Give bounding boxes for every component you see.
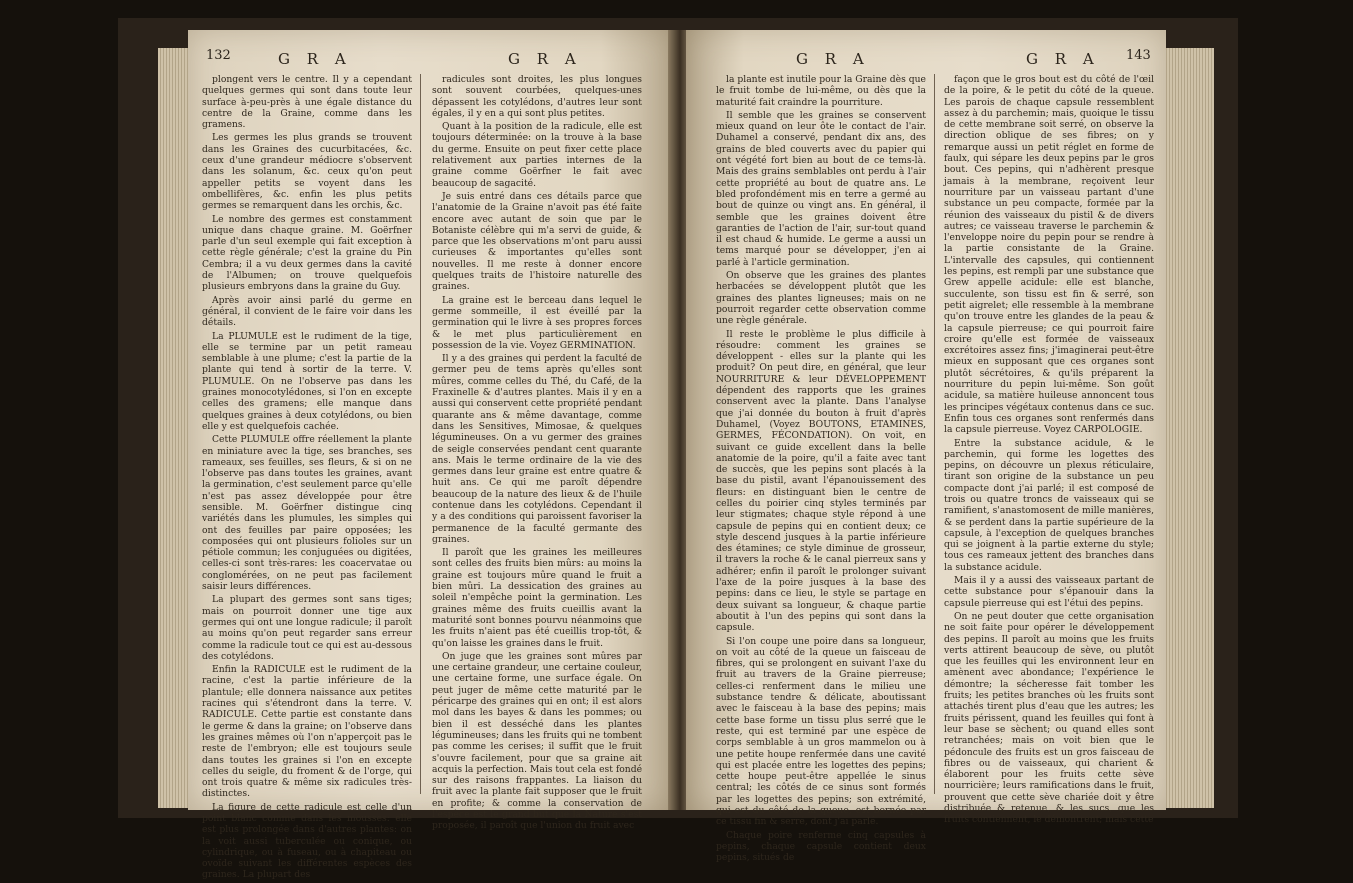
right-page — [686, 30, 1166, 864]
paragraph: plongent vers le centre. Il y a cependant quelques germes qui sont dans toute leur surface à-peu-près à une égale distance du centre de la Graine, comme dans les gramens. — [202, 74, 412, 131]
paragraph: la plante est inutile pour la Graine dès que le fruit tombe de lui-même, ou dès que la maturité fait craindre la pourriture. — [716, 74, 926, 108]
paragraph: La plupart des germes sont sans tiges; mais on pourroit donner une tige aux germes qui ont une longue radicule; il paroît au moins qu'on peut regarder sans erreur comme la radicule tout ce qui est au-dessous des cotylédons. — [202, 594, 412, 662]
paragraph: Il y a des graines qui perdent la faculté de germer peu de tems après qu'elles sont mûres, comme celles du Thé, du Café, de la Fraxinelle & d'autres plantes. Mais il y en a aussi qui conservent cette propriété pendant quarante ans & même davantage, comme dans les Sensitives, Mimosae, & quelques légumineuses. On a vu germer des graines de seigle conservées pendant cent quarante ans. Mais le terme ordinaire de la vie des germes dans leur graine est entre quatre & huit ans. Ce qui me paroît dépendre beaucoup de la nature des lieux & de l'huile contenue dans les cotylédons. Cependant il y a des conditions qui paroissent favoriser la permanence de la faculté germante des graines. — [432, 353, 642, 545]
paragraph: Enfin la RADICULE est le rudiment de la racine, c'est la partie inférieure de la plantule; elle donnera naissance aux petites racines qui s'étendront dans la terre. V. RADICULE. Cette partie est constante dans le germe & dans la graine; on l'observe dans les graines mêmes où l'on n'apperçoit pas le reste de l'embryon; elle est toujours seule dans toutes les graines si l'on en excepte celles du seigle, du froment & de l'orge, qui ont trois quatre & même six radicules très-distinctes. — [202, 664, 412, 800]
paragraph: radicules sont droites, les plus longues sont souvent courbées, quelques-unes dépassent les cotylédons, d'autres leur sont égales, il y en a qui sont plus petites. — [432, 74, 642, 119]
left-page — [188, 30, 674, 881]
text-column — [202, 74, 412, 883]
text-column — [944, 74, 1154, 828]
paragraph: La graine est le berceau dans lequel le germe sommeille, il est éveillé par la germination qui le livre à ses propres forces & le met plus particulièrement en possession de la vie. Voyez GERMINATION. — [432, 294, 642, 351]
paragraph: On observe que les graines des plantes herbacées se développent plutôt que les graines des plantes ligneuses; mais on ne pourroit regarder cette observation comme une règle générale. — [716, 270, 926, 327]
paragraph: façon que le gros bout est du côté de l'œil de la poire, & le petit du côté de la queue. Les parois de chaque capsule ressemblent assez à du parchemin; mais, quoique le tissu de cette membrane soit serré, on observe la direction oblique de ses fibres; on y remarque aussi un petit réglet en forme de faulx, qui sépare les deux pepins par le gros bout. Ces pepins, qui n'adhèrent presque jamais à la membrane, reçoivent leur nourriture par un vaisseau partant d'une substance un peu compacte, formée par la réunion des vaisseaux du pistil & de divers autres; ce vaisseau traverse le parchemin & l'enveloppe noire du pepin pour se rendre à la partie consistante de la Graine. L'intervalle des capsules, qui contiennent les pepins, est rempli par une substance que Grew appelle acidule: elle est blanche, succulente, son tissu est fin & serré, son petit aigrelet; elle ressemble à la membrane qu'on trouve entre les glandes de la peau & la capsule pierreuse; ce qui pourroit faire croire qu'elle est formée de vaisseaux excrétoires assez fins; j'imaginerai peut-être mieux en supposant que ces organes sont plutôt sécrétoires, & qu'ils préparent la nourriture du pepin lui-même. Son goût acidule, sa matière huileuse annoncent tous les principes végétaux contenus dans ce suc. Enfin tous ces organes sont renfermés dans la capsule pierreuse. Voyez CARPOLOGIE. — [944, 74, 1154, 436]
running-head: G R A — [796, 50, 870, 68]
running-head: G R A — [508, 50, 582, 68]
paragraph: On ne peut douter que cette organisation ne soit faite pour opérer le développement des pepins. Il paroît au moins que les fruits verts attirent beaucoup de sève, ou plutôt que les feuilles qui les environnent leur en amènent avec abondance; l'expérience le démontre; la sécheresse fait tomber les fruits; les petites branches où les fruits sont attachés tirent plus d'eau que les autres; les fruits périssent, quand les feuilles qui font à leur base se sèchent; ou quand elles sont retranchées; mais on voit bien que le pédoncule des fruits est un gros faisceau de fibres ou de vaisseaux, qui charient & élaborent pour les fruits cette sève nourricière; leurs ramifications dans le fruit, prouvent que cette sève chariée doit y être distribuée & retenue, & les sucs, que les fruits contiennent, le démontrent; mais cette — [944, 610, 1154, 826]
paragraph: Il paroît que les graines les meilleures sont celles des fruits bien mûrs: au moins la graine est toujours mûre quand le fruit a bien mûri. La dessication des graines au soleil n'empêche point la germination. Les graines même des fruits cueillis avant la maturité sont bonnes pourvu néanmoins que les fruits n'aient pas été cueillis trop-tôt, & qu'on laisse les graines dans le fruit. — [432, 547, 642, 649]
page-edges-left — [158, 48, 190, 808]
paragraph: Le nombre des germes est constamment unique dans chaque graine. M. Goërfner parle d'un seul exemple qui fait exception à cette règle générale; c'est la graine du Pin Cembra; il a vu deux germes dans la cavité de l'Albumen; on trouve quelquefois plusieurs embryons dans la graine du Guy. — [202, 213, 412, 293]
book-spread — [118, 18, 1238, 881]
paragraph: Après avoir ainsi parlé du germe en général, il convient de le faire voir dans les détails. — [202, 294, 412, 329]
paragraph: On juge que les graines sont mûres par une certaine grandeur, une certaine couleur, une certaine forme, une surface égale. On peut juger de même cette maturité par le péricarpe des graines qui en ont; il est alors mol dans les bayes & dans les pommes; ou bien il est desséché dans les plantes légumineuses; dans les fruits qui ne tombent pas comme les cerises; il suffit que le fruit s'ouvre facilement, pour que sa graine ait acquis la perfection. Mais tout cela est fondé sur des raisons frappantes. La liaison du fruit avec la plante fait supposer que le fruit en profite; & comme la conservation de l'espèce est le grand but que la Nature s'est proposée, il paroît que l'union du fruit avec — [432, 650, 643, 832]
column-rule — [420, 74, 421, 794]
paragraph: La figure de cette radicule est celle d'un point blanc comme dans les mousses: elle est plus prolongée dans d'autres plantes: on la voit aussi tuberculée ou conique, ou cylindrique, ou à fuseau, ou à chapiteau ou ovoïde suivant les différentes espèces des graines. La plupart des — [202, 801, 412, 881]
running-head: G R A — [1026, 50, 1100, 68]
paragraph: Je suis entré dans ces détails parce que l'anatomie de la Graine n'avoit pas été faite encore avec autant de soin que par le Botaniste célèbre qui m'a servi de guide, & parce que les observations m'ont paru aussi curieuses & importantes qu'elles sont nouvelles. Il me reste à donner encore quelques traits de l'histoire naturelle des graines. — [432, 190, 642, 293]
paragraph: Il reste le problème le plus difficile à résoudre: comment les graines se développent - elles sur la plante qui les produit? On peut dire, en général, que leur NOURRITURE & leur DÉVELOPPEMENT dépendent des rapports que les graines conservent avec la plante. Dans l'analyse que j'ai donnée du bouton à fruit d'après Duhamel, (Voyez BOUTONS, ETAMINES, GERMES, FÉCONDATION). On voit, en suivant ce guide excellent dans la belle anatomie de la poire, qu'il a faite avec tant de succès, que les pepins sont placés à la base du pistil, avant l'épanouissement des fleurs: en distinguant bien le centre de celles du poirier cinq styles terminés par leur stigmates; chaque style répond à une capsule de pepins qui en contient deux; ce style descend jusques à la partie inférieure des étamines; ce style diminue de grosseur, il travers la roche & le canal pierreux sans y adhérer; enfin il paroît le prolonger suivant l'axe de la poire jusques à la base des pepins: dans ce lieu, le style se partage en deux suivant sa longueur, & chaque partie aboutit à l'un des pepins qui sont dans la capsule. — [716, 328, 926, 634]
paragraph: Cette PLUMULE offre réellement la plante en miniature avec la tige, ses branches, ses rameaux, ses feuilles, ses fleurs, & si on ne l'observe pas dans toutes les graines, avant la germination, c'est seulement parce qu'elle n'est pas assez développée pour être sensible. M. Goërfner distingue cinq variétés dans les plumules, les simples qui ont des feuilles par paire opposées; les composées qui ont plusieurs folioles sur un pétiole commun; les conjuguées ou digitées, celles-ci sont très-rares: les coacervatae ou conglomérées, on ne peut pas facilement saisir leurs différences. — [202, 434, 412, 593]
page-number: 132 — [206, 48, 231, 63]
paragraph: Chaque poire renferme cinq capsules à pepins, chaque capsule contient deux pepins, situés de — [716, 829, 926, 864]
page-edges-right — [1164, 48, 1214, 808]
paragraph: Entre la substance acidule, & le parchemin, qui forme les logettes des pepins, on découvre un plexus réticulaire, tirant son origine de la substance un peu compacte dont j'ai parlé; il est composé de trois ou quatre troncs de vaisseaux qui se ramifient, s'anastomosent de mille manières, & se perdent dans la partie supérieure de la capsule, à l'exception de quelques branches qui se joignent à la partie externe du style; tous ces rameaux jettent des branches dans la substance acidule. — [944, 437, 1154, 573]
paragraph: Mais il y a aussi des vaisseaux partant de cette substance pour s'épanouir dans la capsule pierreuse qui est l'étui des pepins. — [944, 575, 1154, 609]
running-head: G R A — [278, 50, 352, 68]
paragraph: La PLUMULE est le rudiment de la tige, elle se termine par un petit rameau semblable à une plume; c'est la partie de la plante qui tend à sortir de la terre. V. PLUMULE. On ne l'observe pas dans les graines monocotylédones, si l'on en excepte celles des gramens; elle manque dans quelques graines à deux cotylédons, ou bien elle y est quelquefois cachée. — [202, 330, 412, 432]
text-column — [432, 74, 642, 834]
page-number: 143 — [1126, 48, 1151, 63]
paragraph: Si l'on coupe une poire dans sa longueur, on voit au côté de la queue un faisceau de fibres, qui se prolongent en suivant l'axe du fruit au travers de la Graine pierreuse; celles-ci renferment dans le milieu une substance tendre & délicate, aboutissant avec le faisceau à la base des pepins; mais cette base forme un tissu plus serré que le reste, qui est terminé par une espèce de corps semblable à un gros mammelon ou à une petite houpe renfermée dans une cavité qui est placée entre les logettes des pepins; cette houpe peut-être appellée le sinus central; les côtés de ce sinus sont formés par les logettes des pepins; son extrémité, qui est du côté de la queue, est bornée par ce tissu fin & serré, dont j'ai parlé. — [716, 635, 926, 828]
paragraph: Quant à la position de la radicule, elle est toujours déterminée: on la trouve à la base du germe. Ensuite on peut fixer cette place relativement aux parties internes de la graine comme Goërfner le fait avec beaucoup de sagacité. — [432, 121, 642, 189]
column-rule — [934, 74, 935, 794]
paragraph: Les germes les plus grands se trouvent dans les Graines des cucurbitacées, &c. ceux d'une grandeur médiocre s'observent dans les solanum, &c. ceux qu'on peut appeller petits se voyent dans les ombellifères, &c. enfin les plus petits germes se remarquent dans les orchis, &c. — [202, 132, 412, 212]
text-column — [716, 74, 926, 865]
paragraph: Il semble que les graines se conservent mieux quand on leur ôte le contact de l'air. Duhamel a conservé, pendant dix ans, des grains de bled couverts avec du papier qui ont végété fort bien au bout de ce tems-là. Mais des grains semblables ont perdu à l'air cette propriété au bout de quatre ans. Le bled profondément mis en terre a germé au bout de quinze ou vingt ans. En général, il semble que les graines doivent être garanties de l'action de l'air, sur-tout quand il est chaud & humide. Le germe a aussi un tems marqué pour se développer, j'en ai parlé à l'article germination. — [716, 109, 926, 268]
